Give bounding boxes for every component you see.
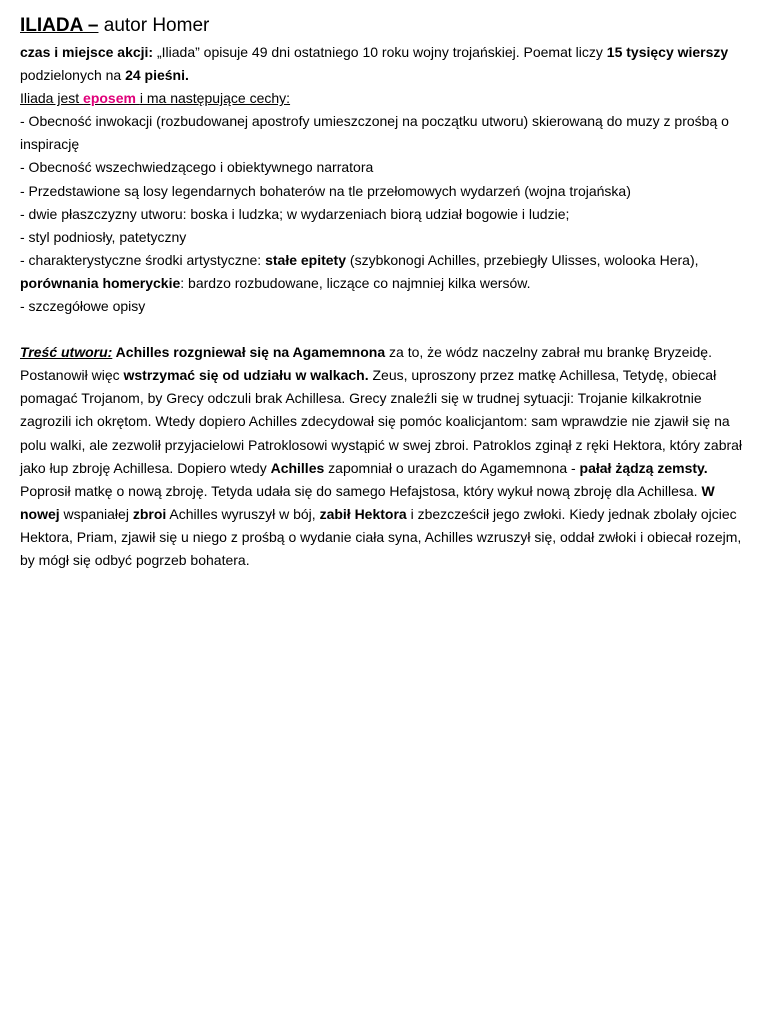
intro-bold-songs: 24 pieśni. [125,67,189,84]
summary-text-4: Zeus, uproszony przez matkę Achillesa, Tetydę, obiecał pomagać Trojanom, by Grecy odczuli brak Achillesa. Grecy znaleźli się w trudnej sytuacji: Trojanie kilkakrotnie zagrozili ich okrętom. Wtedy dopiero Achilles zdecydował się pomóc koalicjantom: sam wprawdzie nie zjawił się na polu walki, ale zezwolił przyjacielowi Patroklosowi wystąpić w swej zbroi. Patroklos zginął z ręki Hektora, który zabrał jako łup zbroję Achillesa. Dopiero wtedy [20,367,743,476]
summary-text-2: za to, że wódz naczelny zabrał mu brankę Bryzeidę. Postanowił więc [20,344,712,384]
feature-heroes: - Przedstawione są losy legendarnych bohaterów na tle przełomowych wydarzeń (wojna trojańska) [20,182,631,199]
summary-label: Treść utworu: [20,344,113,361]
summary-bold-3: wstrzymać się od udziału w walkach. [123,367,369,384]
summary-bold-11: zbroi [132,505,167,522]
feature-invocation: - Obecność inwokacji (rozbudowanej apostrofy umieszczonej na początku utworu) skierowaną do muzy z prośbą o inspirację [20,113,729,153]
summary-text-6: zapomniał o urazach do Agamemnona - [324,459,580,476]
summary-text-10: wspaniałej [59,505,133,522]
feature-artistic-text-c: (szybkonogi Achilles, przebiegły Ulisses, wolooka Hera), [346,251,699,268]
intro-text-1: „Iliada” opisuje 49 dni ostatniego 10 roku wojny trojańskiej. Poemat liczy [153,44,607,60]
intro-bold-verses: 15 tysięcy wierszy [606,44,729,60]
document-title [20,12,756,40]
feature-epithets: stałe epitety [265,251,347,268]
feature-descriptions: - szczegółowe opisy [20,298,146,315]
feature-artistic-means [20,249,756,295]
feature-narrator: - Obecność wszechwiedzącego i obiektywnego narratora [20,159,374,176]
document-page [20,12,756,572]
summary-bold-5: Achilles [270,459,325,476]
summary-bold-7: pałał żądzą zemsty. [579,459,708,476]
feature-style: - styl podniosły, patetyczny [20,228,187,245]
summary-text-14: i zbezcześcił jego zwłoki. Kiedy jednak zbolały ojciec Hektora, Priam, zjawił się u niego z prośbą o wydanie ciała syna, Achilles wzruszył się, oddał zwłoki i obiecał rozejm, by mógł się odbyć pogrzeb bohatera. [20,505,742,568]
intro-text-2: podzielonych na [20,67,126,84]
epos-suffix: i ma następujące cechy: [139,90,291,107]
epos-term: eposem [83,90,140,107]
title-bold: ILIADA – [20,15,99,36]
feature-homeric-similes: porównania homeryckie [20,274,181,291]
summary-bold-1: Achilles rozgniewał się na Agamemnona [112,344,386,361]
feature-artistic-text-a: - charakterystyczne środki artystyczne: [20,251,266,268]
epos-prefix: Iliada jest [20,90,84,107]
epos-heading [20,87,756,110]
feature-two-planes: - dwie płaszczyzny utworu: boska i ludzka; w wydarzeniach biorą udział bogowie i ludzie; [20,205,570,222]
summary-bold-9: W nowej [20,482,715,522]
summary-paragraph [20,341,756,572]
paragraph-gap [20,318,756,341]
intro-label: czas i miejsce akcji: [20,44,154,60]
summary-text-8: Poprosił matkę o nową zbroję. Tetyda udała się do samego Hefajstosa, który wykuł nową zbroję dla Achillesa. [20,482,702,499]
feature-artistic-text-e: : bardzo rozbudowane, liczące co najmniej kilka wersów. [180,274,531,291]
intro-paragraph [20,41,756,87]
summary-text-12: Achilles wyruszył w bój, [166,505,320,522]
title-author: autor Homer [98,15,210,36]
summary-bold-13: zabił Hektora [319,505,407,522]
